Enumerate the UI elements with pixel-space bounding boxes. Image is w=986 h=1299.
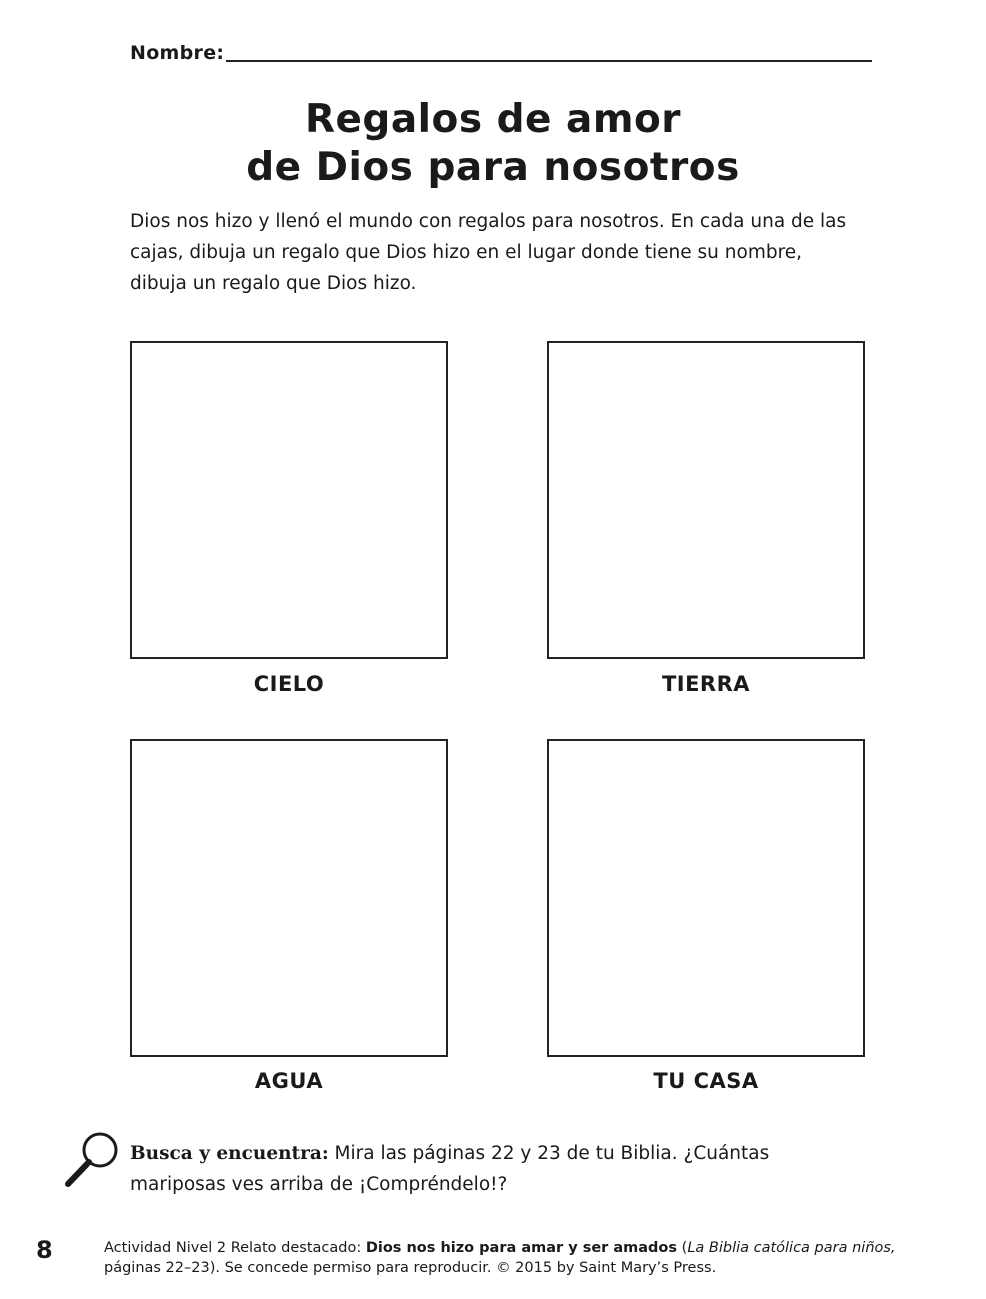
name-field[interactable]: [130, 42, 872, 72]
drawing-box-agua[interactable]: [130, 739, 448, 1057]
page-number: 8: [36, 1236, 53, 1264]
footer-open-paren: (: [677, 1240, 688, 1256]
hint-body: Mira las páginas 22 y 23 de tu Biblia. ¿Cuántas mariposas ves arriba de ¡Compréndelo!?: [130, 1143, 770, 1195]
name-label: Nombre:: [130, 42, 225, 64]
drawing-box-cielo[interactable]: [130, 341, 448, 659]
search-and-find: [62, 1128, 862, 1198]
hint-lead: Busca y encuentra:: [130, 1143, 329, 1164]
box-label-agua: AGUA: [254, 1069, 324, 1093]
instructions-text: Dios nos hizo y llenó el mundo con regalos para nosotros. En cada una de las cajas, dibuja un regalo que Dios hizo en el lugar donde tiene su nombre, dibuja un regalo que Dios hizo.: [130, 211, 847, 294]
footer-story-title: Dios nos hizo para amar y ser amados: [365, 1240, 678, 1256]
title-line-2: de Dios para nosotros: [246, 145, 740, 190]
drawing-box-tierra[interactable]: [547, 341, 865, 659]
box-label-tu-casa: TU CASA: [653, 1069, 759, 1093]
name-line[interactable]: [226, 60, 872, 62]
title-line-1: Regalos de amor: [304, 97, 682, 142]
footer-rest: páginas 22–23). Se concede permiso para reproducir. © 2015 by Saint Mary’s Press.: [104, 1260, 717, 1276]
box-label-tierra: TIERRA: [661, 672, 751, 696]
footer-credits: [104, 1238, 944, 1278]
footer-prefix: Actividad Nivel 2 Relato destacado:: [104, 1240, 366, 1256]
drawing-box-tu-casa[interactable]: [547, 739, 865, 1057]
hint-text: [130, 1138, 860, 1200]
page-title: [0, 96, 986, 192]
footer-book-title: La Biblia católica para niños,: [687, 1240, 896, 1256]
magnifying-glass-icon: [62, 1128, 126, 1192]
box-label-cielo: CIELO: [253, 672, 325, 696]
